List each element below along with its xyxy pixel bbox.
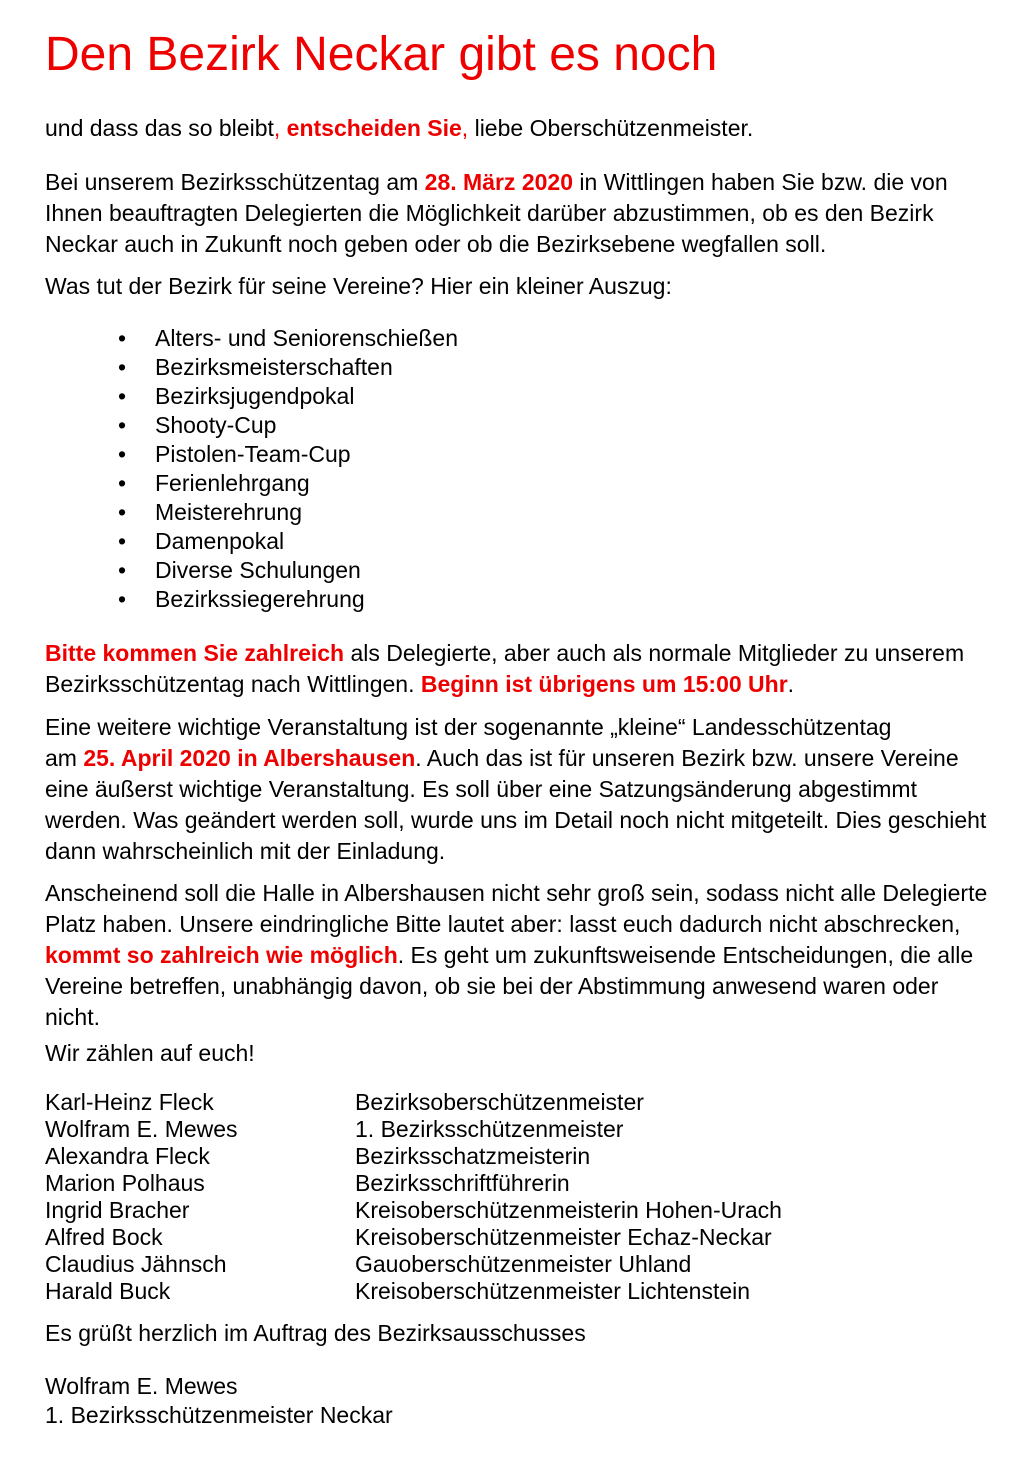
bezirksschuetzentag-paragraph <box>45 167 992 260</box>
bullet-item: • Pistolen-Team-Cup <box>155 440 992 469</box>
signatory-name: Wolfram E. Mewes <box>45 1116 238 1142</box>
red-separator: , <box>461 115 475 141</box>
signatory-role: Bezirksschriftführerin <box>355 1170 570 1196</box>
signature-block <box>45 1372 992 1430</box>
signatory-row <box>45 1116 992 1143</box>
bullet-item: • Damenpokal <box>155 527 992 556</box>
benefits-bullet-list <box>45 324 992 614</box>
signatory-role: Bezirksoberschützenmeister <box>355 1089 644 1115</box>
bullet-item: • Meisterehrung <box>155 498 992 527</box>
bullet-item: • Bezirkssiegerehrung <box>155 585 992 614</box>
signatories-list <box>45 1089 992 1305</box>
signatory-name: Ingrid Bracher <box>45 1197 190 1223</box>
signatory-row <box>45 1143 992 1170</box>
signatory-role: Gauoberschützenmeister Uhland <box>355 1251 692 1277</box>
signatory-row <box>45 1089 992 1116</box>
signatory-row <box>45 1224 992 1251</box>
text-segment: als Delegierte, aber auch als normale Mitglieder zu unserem Bezirksschützentag nach Wittlingen. <box>45 640 965 697</box>
signatory-role: 1. Bezirksschützenmeister <box>355 1116 624 1142</box>
appeal-paragraph <box>45 638 992 700</box>
bullet-item: • Ferienlehrgang <box>155 469 992 498</box>
red-emphasis-bitte-kommen: Bitte kommen Sie zahlreich <box>45 640 345 666</box>
bullet-item: • Diverse Schulungen <box>155 556 992 585</box>
text-segment: am <box>45 745 84 771</box>
signatory-name: Alexandra Fleck <box>45 1143 210 1169</box>
rallying-line: Wir zählen auf euch! <box>45 1040 255 1066</box>
signatory-row <box>45 1251 992 1278</box>
text-segment: Anscheinend soll die Halle in Albershausen nicht sehr groß sein, sodass nicht alle Delegierte Platz haben. Unsere eindringliche Bitte lautet aber: lasst euch dadurch nicht abschrecken, <box>45 880 988 937</box>
halle-paragraph <box>45 878 992 1033</box>
vereine-question: Was tut der Bezirk für seine Vereine? Hier ein kleiner Auszug: <box>45 273 672 299</box>
signature-name: Wolfram E. Mewes <box>45 1373 238 1399</box>
signatory-name: Harald Buck <box>45 1278 171 1304</box>
bullet-item: • Alters- und Seniorenschießen <box>155 324 992 353</box>
red-emphasis-date-maerz: 28. März 2020 <box>424 169 573 195</box>
red-emphasis-date-april: 25. April 2020 in Albershausen <box>83 745 416 771</box>
text-segment: in Wittlingen haben Sie bzw. die von Ihnen beauftragten Delegierten die Möglichkeit darüber abzustimmen, ob es den Bezirk Neckar auch in Zukunft noch geben oder ob die Bezirksebene wegfallen soll. <box>45 169 948 257</box>
signatory-row <box>45 1170 992 1197</box>
signatory-role: Kreisoberschützenmeister Echaz-Neckar <box>355 1224 772 1250</box>
signatory-row <box>45 1197 992 1224</box>
text-segment: . Es geht um zukunftsweisende Entscheidungen, die alle Vereine betreffen, unabhängig davon, ob sie bei der Abstimmung anwesend waren oder nicht. <box>45 942 974 1030</box>
signature-role: 1. Bezirksschützenmeister Neckar <box>45 1402 393 1428</box>
text-segment: Bei unserem Bezirksschützentag am <box>45 169 425 195</box>
red-emphasis-entscheiden-sie: entscheiden Sie <box>286 115 462 141</box>
text-segment: und dass das so bleibt <box>45 115 274 141</box>
red-separator: , <box>273 115 287 141</box>
bullet-item: • Bezirksmeisterschaften <box>155 353 992 382</box>
closing-line: Es grüßt herzlich im Auftrag des Bezirksausschusses <box>45 1320 586 1346</box>
signatory-name: Claudius Jähnsch <box>45 1251 227 1277</box>
bullet-item: • Shooty-Cup <box>155 411 992 440</box>
page-title: Den Bezirk Neckar gibt es noch <box>45 28 718 81</box>
red-emphasis-beginn: Beginn ist übrigens um 15:00 Uhr <box>420 671 788 697</box>
text-segment: . Auch das ist für unseren Bezirk bzw. unsere Vereine eine äußerst wichtige Veranstaltung. Es soll über eine Satzungsänderung abgestimmt werden. Was geändert werden soll, wurde uns im Detail noch nicht mitgeteilt. Dies geschieht dann wahrscheinlich mit der Einladung. <box>45 745 987 864</box>
signatory-name: Alfred Bock <box>45 1224 163 1250</box>
red-emphasis-kommt-zahlreich: kommt so zahlreich wie möglich <box>45 942 398 968</box>
text-segment: liebe Oberschützenmeister. <box>474 115 754 141</box>
bullet-item: • Bezirksjugendpokal <box>155 382 992 411</box>
signatory-name: Marion Polhaus <box>45 1170 205 1196</box>
signatory-role: Kreisoberschützenmeisterin Hohen-Urach <box>355 1197 782 1223</box>
text-segment: Eine weitere wichtige Veranstaltung ist der sogenannte „kleine“ Landesschützentag <box>45 714 892 740</box>
intro-paragraph <box>45 113 992 144</box>
signatory-name: Karl-Heinz Fleck <box>45 1089 214 1115</box>
signatory-role: Bezirksschatzmeisterin <box>355 1143 591 1169</box>
text-segment: . <box>787 671 795 697</box>
signatory-role: Kreisoberschützenmeister Lichtenstein <box>355 1278 751 1304</box>
signatory-row <box>45 1278 992 1305</box>
landesschuetzentag-paragraph <box>45 712 992 867</box>
